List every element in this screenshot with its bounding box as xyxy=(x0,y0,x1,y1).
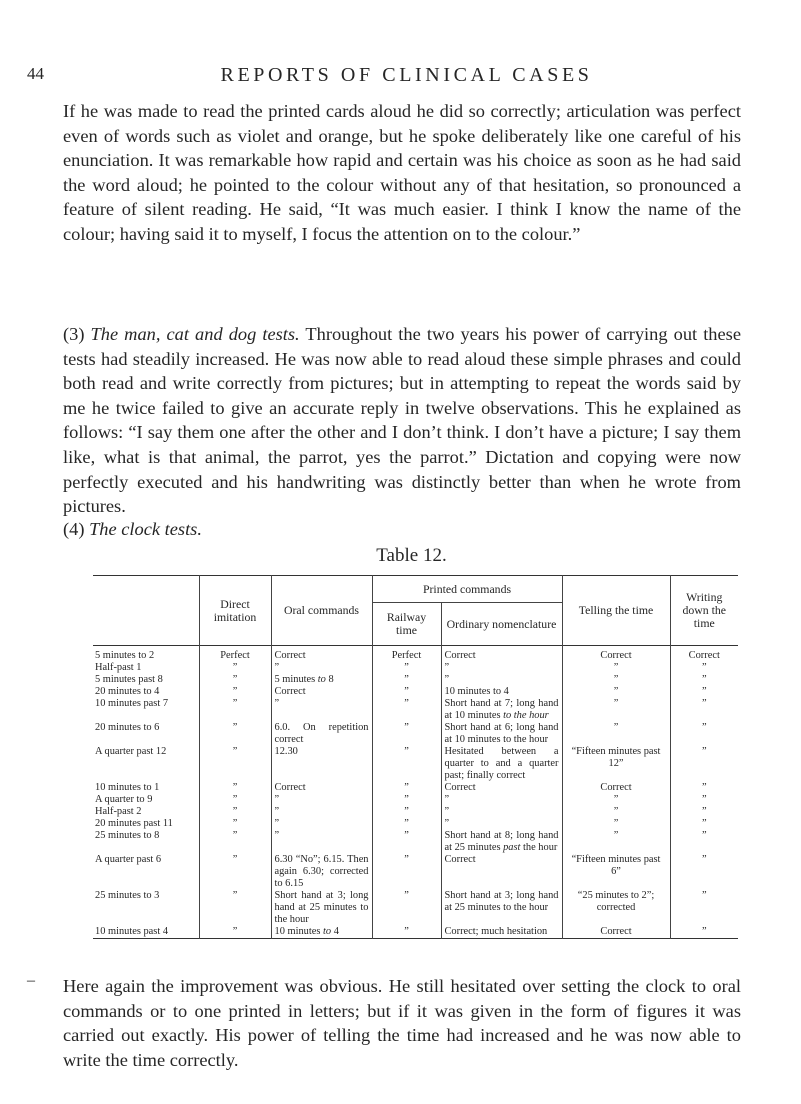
cell-oral: ” xyxy=(271,662,372,674)
cell-oral: Correct xyxy=(271,686,372,698)
cell-ordinary: Correct xyxy=(441,646,562,663)
cell-time: 20 minutes to 4 xyxy=(95,686,160,697)
cell-oral: 6.30 “No”; 6.15. Then again 6.30; corrected to 6.15 xyxy=(271,854,372,890)
cell-writing: ” xyxy=(670,890,738,926)
cell-railway: ” xyxy=(372,746,441,782)
cell-telling: Correct xyxy=(562,646,670,663)
header-direct-imitation: Direct imitation xyxy=(199,576,271,646)
table-row xyxy=(93,794,738,806)
cell-ordinary: Short hand at 3; long hand at 25 minutes to the hour xyxy=(441,890,562,926)
cell-railway: ” xyxy=(372,782,441,794)
cell-time: 25 minutes to 3 xyxy=(95,890,160,901)
cell-ordinary: ” xyxy=(441,794,562,806)
cell-railway: ” xyxy=(372,830,441,854)
cell-time: A quarter past 12 xyxy=(95,746,167,757)
table-row xyxy=(93,890,738,926)
cell-writing: ” xyxy=(670,782,738,794)
table-row xyxy=(93,782,738,794)
cell-ordinary: Hesitated between a quarter to and a quarter past; finally correct xyxy=(441,746,562,782)
cell-direct: ” xyxy=(199,782,271,794)
cell-oral: ” xyxy=(271,806,372,818)
cell-railway: ” xyxy=(372,698,441,722)
cell-writing: ” xyxy=(670,674,738,686)
cell-direct: ” xyxy=(199,686,271,698)
cell-time: 10 minutes past 7 xyxy=(95,698,169,709)
cell-railway: ” xyxy=(372,662,441,674)
table-row xyxy=(93,830,738,854)
cell-direct: ” xyxy=(199,674,271,686)
table-row xyxy=(93,746,738,782)
clock-tests-heading xyxy=(63,519,202,540)
cell-ordinary: Correct; much hesitation xyxy=(441,926,562,939)
cell-railway: Perfect xyxy=(372,646,441,663)
cell-telling: ” xyxy=(562,662,670,674)
cell-ordinary: Short hand at 7; long hand at 10 minutes to the hour xyxy=(441,698,562,722)
table-row xyxy=(93,674,738,686)
cell-telling: ” xyxy=(562,698,670,722)
cell-direct: Perfect xyxy=(199,646,271,663)
cell-ordinary: Short hand at 8; long hand at 25 minutes past the hour xyxy=(441,830,562,854)
table-row xyxy=(93,806,738,818)
cell-direct: ” xyxy=(199,722,271,746)
cell-railway: ” xyxy=(372,794,441,806)
table-row xyxy=(93,662,738,674)
cell-oral: Correct xyxy=(271,646,372,663)
cell-railway: ” xyxy=(372,722,441,746)
cell-writing: ” xyxy=(670,830,738,854)
cell-writing: ” xyxy=(670,806,738,818)
cell-direct: ” xyxy=(199,830,271,854)
cell-ordinary: 10 minutes to 4 xyxy=(441,686,562,698)
cell-writing: ” xyxy=(670,854,738,890)
cell-writing: ” xyxy=(670,746,738,782)
header-oral-commands: Oral commands xyxy=(271,576,372,646)
cell-telling: ” xyxy=(562,794,670,806)
section-number: (3) xyxy=(63,324,85,344)
cell-railway: ” xyxy=(372,686,441,698)
cell-writing: Correct xyxy=(670,646,738,663)
cell-oral: 6.0. On repetition correct xyxy=(271,722,372,746)
cell-oral: ” xyxy=(271,830,372,854)
cell-time: 5 minutes past 8 xyxy=(95,674,163,685)
cell-ordinary: Correct xyxy=(441,782,562,794)
clock-tests-table xyxy=(93,575,738,939)
cell-writing: ” xyxy=(670,926,738,939)
table-row xyxy=(93,646,738,663)
cell-oral: 5 minutes to 8 xyxy=(271,674,372,686)
cell-oral: ” xyxy=(271,818,372,830)
table-caption: Table 12. xyxy=(376,545,447,566)
section-title: The clock tests. xyxy=(89,519,202,539)
cell-telling: ” xyxy=(562,686,670,698)
cell-oral: ” xyxy=(271,794,372,806)
table-12 xyxy=(93,575,738,955)
cell-telling: ” xyxy=(562,818,670,830)
section-title: The man, cat and dog tests. xyxy=(90,324,300,344)
cell-time: 20 minutes past 11 xyxy=(95,818,173,829)
cell-telling: ” xyxy=(562,722,670,746)
header-blank xyxy=(93,576,199,646)
cell-oral: ” xyxy=(271,698,372,722)
cell-railway: ” xyxy=(372,854,441,890)
cell-direct: ” xyxy=(199,926,271,939)
cell-oral: 10 minutes to 4 xyxy=(271,926,372,939)
cell-ordinary: Correct xyxy=(441,854,562,890)
cell-time: A quarter to 9 xyxy=(95,794,153,805)
cell-writing: ” xyxy=(670,818,738,830)
paragraph-colour-reading: If he was made to read the printed cards aloud he did so correctly; articulation was perfect even of words such as violet and orange, but he spoke deliberately like one careful of his enunciation. It was remarkable how rapid and certain was his choice as soon as he had said the word aloud; he pointed to the colour without any of that hesitation, so pronounced a feature of silent reading. He said, “It was much easier. I think I know the name of the colour; having said it to myself, I focus the attention on to the colour.” xyxy=(63,101,741,244)
cell-time: 10 minutes past 4 xyxy=(95,926,169,937)
cell-telling: ” xyxy=(562,830,670,854)
cell-telling: ” xyxy=(562,806,670,818)
table-row xyxy=(93,686,738,698)
cell-railway: ” xyxy=(372,926,441,939)
header-writing-time: Writing down the time xyxy=(670,576,738,646)
table-row xyxy=(93,926,738,939)
cell-writing: ” xyxy=(670,722,738,746)
cell-railway: ” xyxy=(372,674,441,686)
cell-telling: “Fifteen minutes past 12” xyxy=(562,746,670,782)
table-row xyxy=(93,818,738,830)
cell-writing: ” xyxy=(670,662,738,674)
cell-direct: ” xyxy=(199,818,271,830)
cell-railway: ” xyxy=(372,818,441,830)
cell-ordinary: ” xyxy=(441,818,562,830)
cell-direct: ” xyxy=(199,806,271,818)
cell-telling: “25 minutes to 2”; corrected xyxy=(562,890,670,926)
cell-time: A quarter past 6 xyxy=(95,854,162,865)
cell-telling: ” xyxy=(562,674,670,686)
cell-railway: ” xyxy=(372,806,441,818)
header-railway-time: Railway time xyxy=(372,603,441,646)
page-number: 44 xyxy=(27,64,44,83)
cell-time: 10 minutes to 1 xyxy=(95,782,160,793)
cell-direct: ” xyxy=(199,662,271,674)
cell-telling: Correct xyxy=(562,782,670,794)
cell-direct: ” xyxy=(199,890,271,926)
cell-time: Half-past 2 xyxy=(95,806,142,817)
cell-railway: ” xyxy=(372,890,441,926)
table-row xyxy=(93,722,738,746)
cell-writing: ” xyxy=(670,698,738,722)
cell-telling: “Fifteen minutes past 6” xyxy=(562,854,670,890)
paragraph-man-cat-dog-tests xyxy=(63,322,741,519)
cell-direct: ” xyxy=(199,698,271,722)
header-telling-time: Telling the time xyxy=(562,576,670,646)
cell-ordinary: ” xyxy=(441,662,562,674)
cell-time: 5 minutes to 2 xyxy=(95,650,155,661)
cell-ordinary: Short hand at 6; long hand at 10 minutes to the hour xyxy=(441,722,562,746)
cell-direct: ” xyxy=(199,746,271,782)
cell-direct: ” xyxy=(199,794,271,806)
cell-time: 25 minutes to 8 xyxy=(95,830,160,841)
cell-writing: ” xyxy=(670,794,738,806)
section-body: Throughout the two years his power of carrying out these tests had steadily increased. He was now able to read aloud these simple phrases and could both read and write correctly from pictures; but in attempting to repeat the words said by me he twice failed to give an accurate reply in twelve observations. This he explained as follows: “I say them one after the other and I don’t think. I don’t have a picture; I say them like, what is that animal, the parrot, yes the parrot.” Dictation and copying were now perfectly executed and his handwriting was distinctly better than when he wrote from pictures. xyxy=(63,324,741,517)
header-printed-commands: Printed commands xyxy=(372,576,562,603)
table-row xyxy=(93,854,738,890)
running-head: REPORTS OF CLINICAL CASES xyxy=(220,64,593,86)
paragraph-improvement: Here again the improvement was obvious. He still hesitated over setting the clock to oral commands or to one printed in letters; but if it was given in the form of figures it was carried out exactly. His power of telling the time had increased and he was now able to write the time correctly. xyxy=(63,976,741,1070)
cell-oral: Short hand at 3; long hand at 25 minutes to the hour xyxy=(271,890,372,926)
cell-writing: ” xyxy=(670,686,738,698)
cell-ordinary: ” xyxy=(441,674,562,686)
section-number: (4) xyxy=(63,519,85,539)
cell-oral: 12.30 xyxy=(271,746,372,782)
cell-ordinary: ” xyxy=(441,806,562,818)
cell-time: 20 minutes to 6 xyxy=(95,722,160,733)
table-row xyxy=(93,698,738,722)
cell-oral: Correct xyxy=(271,782,372,794)
cell-direct: ” xyxy=(199,854,271,890)
header-ordinary-nomenclature: Ordinary nomenclature xyxy=(441,603,562,646)
cell-time: Half-past 1 xyxy=(95,662,142,673)
margin-dash: – xyxy=(27,972,35,989)
cell-telling: Correct xyxy=(562,926,670,939)
